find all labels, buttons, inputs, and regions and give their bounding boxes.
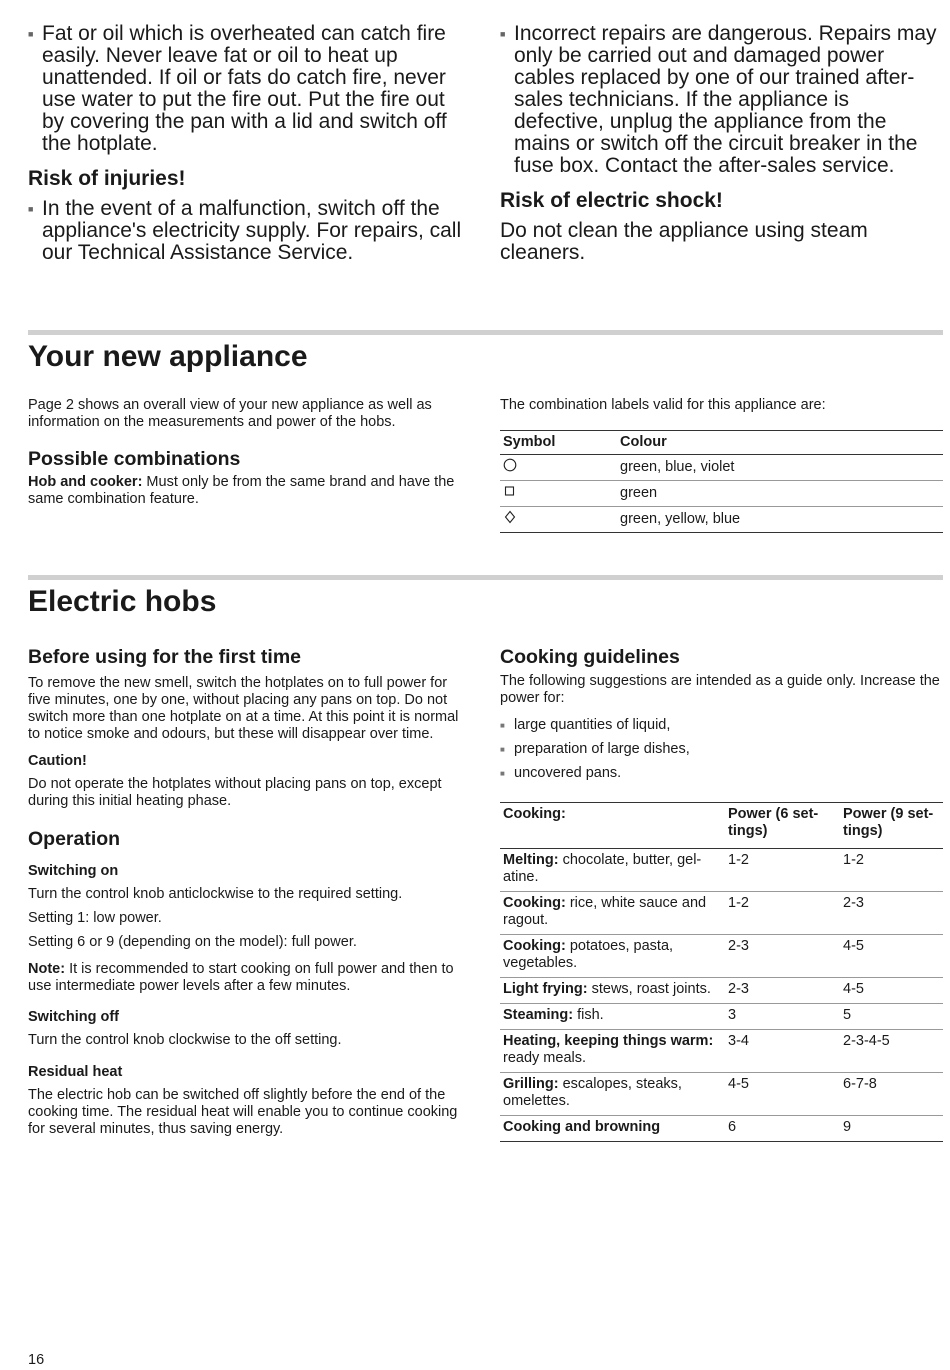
circle-symbol-icon: [503, 458, 517, 472]
section-divider: [28, 330, 943, 335]
caution-text: Do not operate the hotplates without placing pans on top, except during this initial heating phase.: [28, 776, 442, 809]
residual-heat-text: The electric hob can be switched off slightly before the end of the cooking time. The residual heat will enable you to continue cooking for several minutes, thus saving energy.: [28, 1087, 458, 1137]
cooking-type-cell: [500, 892, 725, 935]
switching-on-text-3: Setting 6 or 9 (depending on the model): full power.: [28, 934, 357, 950]
list-item: [500, 765, 943, 782]
bullet-square-icon: ■: [500, 745, 505, 754]
cooking-column-header: Cooking:: [500, 803, 725, 849]
cooking-guidelines-heading: Cooking guidelines: [500, 646, 680, 668]
note-text: [28, 961, 470, 995]
table-row: [500, 1004, 943, 1030]
cooking-type-label: Cooking:: [503, 895, 566, 911]
cooking-type-cell: [500, 1116, 725, 1142]
table-row: [500, 481, 943, 507]
power-9-cell: 9: [840, 1116, 943, 1142]
cooking-type-cell: [500, 1030, 725, 1073]
power-9-cell: 4-5: [840, 935, 943, 978]
table-row: [500, 1073, 943, 1116]
symbol-cell: [500, 455, 617, 481]
combination-labels-intro: The combination labels valid for this appliance are:: [500, 397, 826, 413]
guidelines-bullet-list: [500, 717, 943, 782]
bullet-square-icon: ■: [28, 204, 34, 214]
section-title-new-appliance: Your new appliance: [28, 340, 308, 373]
cooking-type-label: Cooking and browning: [503, 1119, 661, 1135]
caution-heading: Caution!: [28, 753, 87, 769]
switching-on-text-1: Turn the control knob anticlockwise to the required setting.: [28, 886, 403, 902]
page-number: 16: [28, 1352, 45, 1368]
risk-of-electric-shock-heading: Risk of electric shock!: [500, 189, 723, 212]
combination-labels-table: [500, 430, 943, 533]
power-6-cell: 6: [725, 1116, 840, 1142]
section-divider: [28, 575, 943, 580]
new-appliance-left: [28, 397, 470, 508]
steam-cleaner-text: Do not clean the appliance using steam cleaners.: [500, 219, 868, 264]
power-9-cell: 2-3-4-5: [840, 1030, 943, 1073]
cooking-type-text: ready meals.: [503, 1050, 587, 1066]
power-9-column-header: Power (9 set-tings): [840, 803, 943, 849]
diamond-symbol-icon: [503, 510, 517, 524]
top-right-column: [500, 23, 943, 264]
before-first-use-heading: Before using for the first time: [28, 646, 302, 668]
table-row: [500, 978, 943, 1004]
repairs-warning-bullet: [500, 23, 943, 177]
power-9-cell: 5: [840, 1004, 943, 1030]
power-6-cell: 4-5: [725, 1073, 840, 1116]
table-row: [500, 892, 943, 935]
colour-cell: green, yellow, blue: [617, 507, 943, 533]
symbol-column-header: Symbol: [500, 431, 617, 455]
power-6-cell: 3-4: [725, 1030, 840, 1073]
possible-combinations-heading: Possible combinations: [28, 448, 241, 470]
square-symbol-icon: [503, 484, 517, 498]
cooking-type-label: Light frying:: [503, 981, 588, 997]
combinations-body: Must only be from the same brand and have the same combination feature.: [28, 474, 455, 507]
cooking-type-label: Steaming:: [503, 1007, 574, 1023]
colour-cell: green: [617, 481, 943, 507]
top-left-column: [28, 23, 470, 264]
bullet-square-icon: ■: [500, 769, 505, 778]
power-6-column-header: Power (6 set-tings): [725, 803, 840, 849]
cooking-type-text: escalopes, steaks, omelettes.: [503, 1076, 682, 1109]
table-row: [500, 507, 943, 533]
power-6-cell: 2-3: [725, 935, 840, 978]
table-row: [500, 1116, 943, 1142]
operation-heading: Operation: [28, 828, 121, 850]
cooking-type-cell: [500, 849, 725, 892]
injuries-bullet: [28, 198, 470, 264]
cooking-type-cell: [500, 1073, 725, 1116]
new-appliance-right: [500, 397, 943, 533]
switching-off-text: Turn the control knob clockwise to the off setting.: [28, 1032, 342, 1048]
cooking-type-label: Cooking:: [503, 938, 566, 954]
list-item-text: uncovered pans.: [514, 765, 622, 781]
symbol-cell: [500, 507, 617, 533]
cooking-table-body: [500, 849, 943, 1142]
list-item: [500, 741, 943, 758]
repairs-warning-text: Incorrect repairs are dangerous. Repairs may only be carried out and damaged power cables replaced by one of our trained after-sales technicians. If the appliance is defective, unplug the appliance from the mains or switch off the circuit breaker in the fuse box. Contact the after-sales service.: [514, 22, 937, 177]
cooking-type-cell: [500, 1004, 725, 1030]
cooking-type-text: rice, white sauce and ragout.: [503, 895, 707, 928]
symbol-cell: [500, 481, 617, 507]
bullet-square-icon: ■: [500, 721, 505, 730]
table-row: [500, 455, 943, 481]
cooking-type-label: Grilling:: [503, 1076, 559, 1092]
power-9-cell: 6-7-8: [840, 1073, 943, 1116]
cooking-guidelines-intro: The following suggestions are intended as a guide only. Increase the power for:: [500, 673, 940, 706]
list-item: [500, 717, 943, 734]
cooking-power-table: [500, 802, 943, 1142]
power-6-cell: 3: [725, 1004, 840, 1030]
combinations-label: Hob and cooker:: [28, 474, 143, 490]
cooking-type-cell: [500, 935, 725, 978]
fire-warning-bullet: [28, 23, 470, 155]
fire-warning-text: Fat or oil which is overheated can catch fire easily. Never leave fat or oil to heat up unattended. If oil or fats do catch fire, never use water to put the fire out. Put the fire out by covering the pan with a lid and switch off the hotplate.: [42, 22, 447, 155]
cooking-type-text: fish.: [573, 1007, 604, 1023]
table-row: [500, 935, 943, 978]
residual-heat-heading: Residual heat: [28, 1064, 123, 1080]
note-body: It is recommended to start cooking on full power and then to use intermediate power levels after a few minutes.: [28, 961, 454, 994]
cooking-type-text: stews, roast joints.: [587, 981, 711, 997]
colour-column-header: Colour: [617, 431, 943, 455]
table-row: [500, 1030, 943, 1073]
combinations-text: [28, 474, 470, 508]
table-row: [500, 849, 943, 892]
electric-hobs-right: [500, 646, 943, 1142]
cooking-type-label: Heating, keeping things warm:: [503, 1033, 714, 1049]
cooking-type-text: chocolate, butter, gel-atine.: [503, 852, 702, 885]
cooking-type-text: potatoes, pasta, vegetables.: [503, 938, 674, 971]
risk-of-injuries-heading: Risk of injuries!: [28, 167, 186, 190]
bullet-square-icon: ■: [28, 29, 34, 39]
power-6-cell: 2-3: [725, 978, 840, 1004]
switching-on-heading: Switching on: [28, 863, 119, 879]
injuries-text: In the event of a malfunction, switch off the appliance's electricity supply. For repairs, call our Technical Assistance Service.: [42, 197, 462, 264]
cooking-type-cell: [500, 978, 725, 1004]
section-title-electric-hobs: Electric hobs: [28, 585, 217, 618]
note-label: Note:: [28, 961, 66, 977]
electric-hobs-left: [28, 646, 470, 1138]
switching-off-heading: Switching off: [28, 1009, 120, 1025]
power-9-cell: 4-5: [840, 978, 943, 1004]
before-first-use-text: To remove the new smell, switch the hotplates on to full power for five minutes, one by one, without placing any pans on top. Do not switch more than one hotplate on at a time. At this point it is normal to notice smoke and odours, but these will disappear over time.: [28, 675, 459, 742]
colour-cell: green, blue, violet: [617, 455, 943, 481]
new-appliance-intro: Page 2 shows an overall view of your new appliance as well as information on the measurements and power of the hobs.: [28, 397, 432, 430]
power-9-cell: 2-3: [840, 892, 943, 935]
list-item-text: preparation of large dishes,: [514, 741, 690, 757]
cooking-type-label: Melting:: [503, 852, 559, 868]
power-9-cell: 1-2: [840, 849, 943, 892]
bullet-square-icon: ■: [500, 29, 506, 39]
list-item-text: large quantities of liquid,: [514, 717, 671, 733]
power-6-cell: 1-2: [725, 849, 840, 892]
power-6-cell: 1-2: [725, 892, 840, 935]
switching-on-text-2: Setting 1: low power.: [28, 910, 162, 926]
